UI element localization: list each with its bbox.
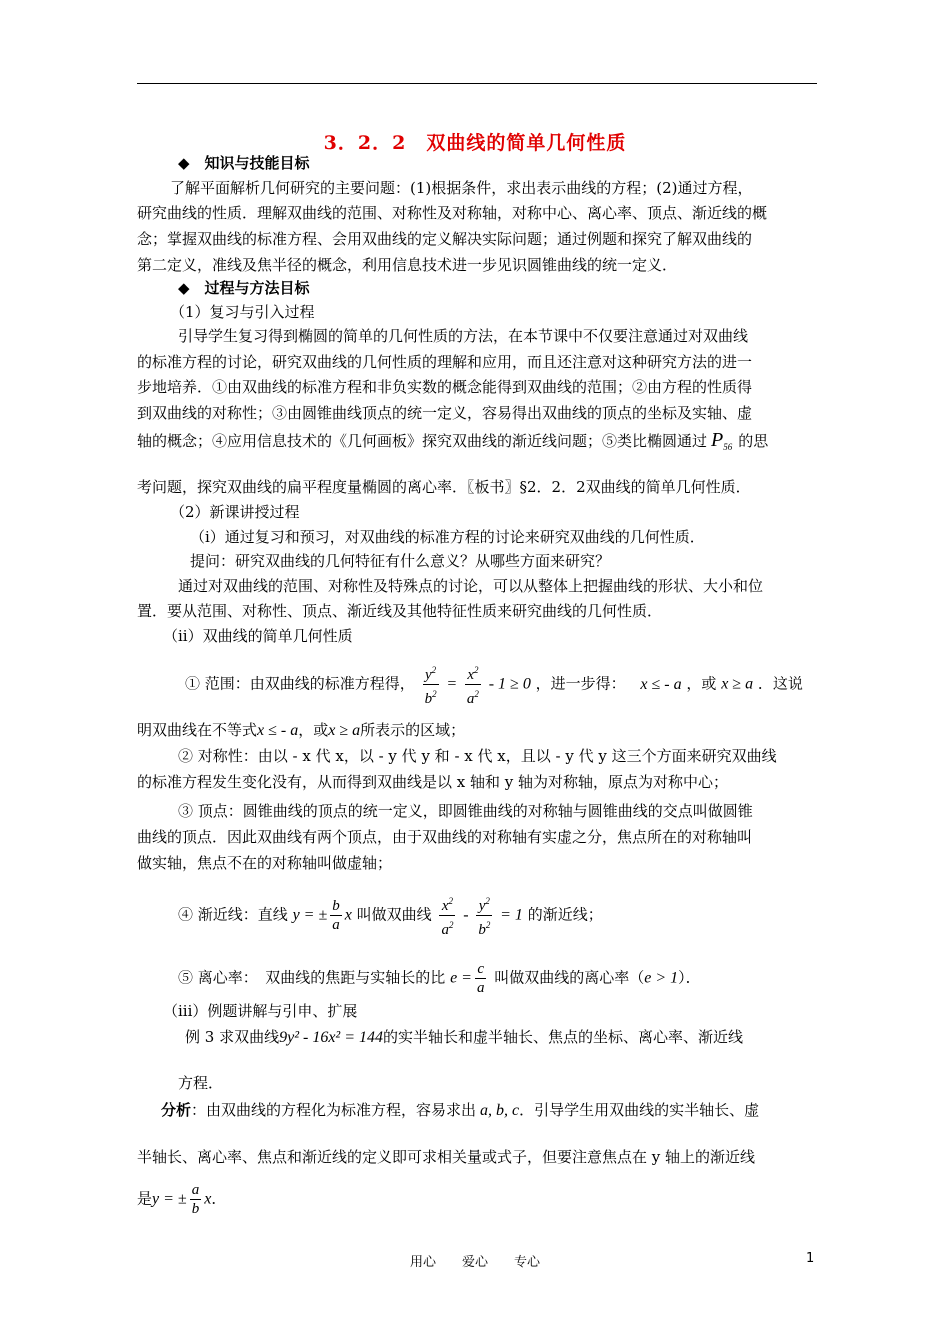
range-line: ① 范围：由双曲线的标准方程得， $\frac{y^2}{b^2}$ = $\frac{x^2}{a^2}$ - 1 ≥ 0 ，进一步得： x ≤ - a ，或 x ≥ a ．这说	[185, 661, 803, 708]
symmetry-line: ② 对称性：由以 - x 代 x，以 - y 代 y 和 - x 代 x，且以 - y 代 y 这三个方面来研究双曲线	[178, 747, 777, 765]
example-line: 例 3 求双曲线9y² - 16x² = 144的实半轴长和虚半轴长、焦点的坐标、离心率、渐近线	[185, 1028, 744, 1046]
vertex-line: 曲线的顶点．因此双曲线有两个顶点，由于双曲线的对称轴有实虚之分，焦点所在的对称轴叫	[137, 828, 753, 846]
para-line: 到双曲线的对称性；③由圆锥曲线顶点的统一定义，容易得出双曲线的顶点的坐标及实轴、虚	[137, 404, 753, 422]
page-footer: 用心 爱心 专心	[409, 1255, 540, 1270]
example-line: 方程．	[178, 1074, 224, 1092]
vertex-line: 做实轴，焦点不在的对称轴叫做虚轴；	[137, 854, 393, 872]
heading-process: ◆ 过程与方法目标	[178, 279, 310, 297]
subsection: （i）通过复习和预习，对双曲线的标准方程的讨论来研究双曲线的几何性质．	[190, 528, 705, 546]
symmetry-line: 的标准方程发生变化没有，从而得到双曲线是以 x 轴和 y 轴为对称轴，原点为对称中心；	[137, 773, 729, 791]
question: 提问：研究双曲线的几何特征有什么意义？从哪些方面来研究？	[190, 552, 611, 570]
subsection: （2）新课讲授过程	[170, 503, 300, 521]
para-line: 第二定义，准线及焦半径的概念，利用信息技术进一步见识圆锥曲线的统一定义．	[137, 256, 678, 274]
heading-knowledge: ◆ 知识与技能目标	[178, 154, 310, 172]
para-line: 的标准方程的讨论，研究双曲线的几何性质的理解和应用，而且还注意对这种研究方法的进一	[137, 353, 753, 371]
subsection: （ii）双曲线的简单几何性质	[163, 627, 353, 645]
p56-symbol: P	[711, 429, 724, 451]
para-line: 考问题，探究双曲线的扁平程度量椭圆的离心率．〖板书〗§2．2．2双曲线的简单几何性质．	[137, 478, 751, 496]
para-line: 置．要从范围、对称性、顶点、渐近线及其他特征性质来研究曲线的几何性质．	[137, 602, 663, 620]
subsection: （1）复习与引入过程	[170, 303, 315, 321]
para-line: 研究曲线的性质．理解双曲线的范围、对称性及对称轴，对称中心、离心率、顶点、渐近线的概	[137, 204, 768, 222]
para-line: 步地培养．①由双曲线的标准方程和非负实数的概念能得到双曲线的范围；②由方程的性质得	[137, 378, 753, 396]
para-line: 轴的概念；④应用信息技术的《几何画板》探究双曲线的渐近线问题；⑤类比椭圆通过 $P_{56}$ 的思	[137, 429, 769, 452]
para-line: 念；掌握双曲线的标准方程、会用双曲线的定义解决实际问题；通过例题和探究了解双曲线的	[137, 230, 753, 248]
page-number: 1	[806, 1251, 815, 1266]
para-line: 通过对双曲线的范围、对称性及特殊点的讨论，可以从整体上把握曲线的形状、大小和位	[178, 577, 764, 595]
analysis-line: 半轴长、离心率、焦点和渐近线的定义即可求相关量或式子，但要注意焦点在 y 轴上的渐近线	[137, 1148, 756, 1166]
analysis-line: 分析：由双曲线的方程化为标准方程，容易求出 a, b, c．引导学生用双曲线的实半轴长、虚	[161, 1101, 760, 1119]
subsection: （iii）例题讲解与引申、扩展	[163, 1002, 358, 1020]
analysis-line: 是y = ± $\frac{a}{b}$ x．	[137, 1182, 227, 1217]
header-rule	[137, 83, 817, 84]
eccentricity-line: ⑤ 离心率： 双曲线的焦距与实轴长的比 e = $\frac{c}{a}$ 叫做双曲线的离心率（e > 1）．	[178, 961, 701, 996]
page-title: 3．2．2 双曲线的简单几何性质	[323, 132, 627, 154]
range-line-2: 明双曲线在不等式x ≤ - a，或x ≥ a所表示的区域；	[137, 721, 466, 739]
para-line: 了解平面解析几何研究的主要问题：(1)根据条件，求出表示曲线的方程；(2)通过方程，	[170, 179, 753, 197]
vertex-line: ③ 顶点：圆锥曲线的顶点的统一定义，即圆锥曲线的对称轴与圆锥曲线的交点叫做圆锥	[178, 802, 753, 820]
asymptote-line: ④ 渐近线：直线 y = ± $\frac{b}{a}$ x 叫做双曲线 $\frac{x^2}{a^2}$ - $\frac{y^2}{b^2}$ = 1 的渐近线；	[178, 892, 603, 939]
para-line: 引导学生复习得到椭圆的简单的几何性质的方法，在本节课中不仅要注意通过对双曲线	[178, 327, 749, 345]
